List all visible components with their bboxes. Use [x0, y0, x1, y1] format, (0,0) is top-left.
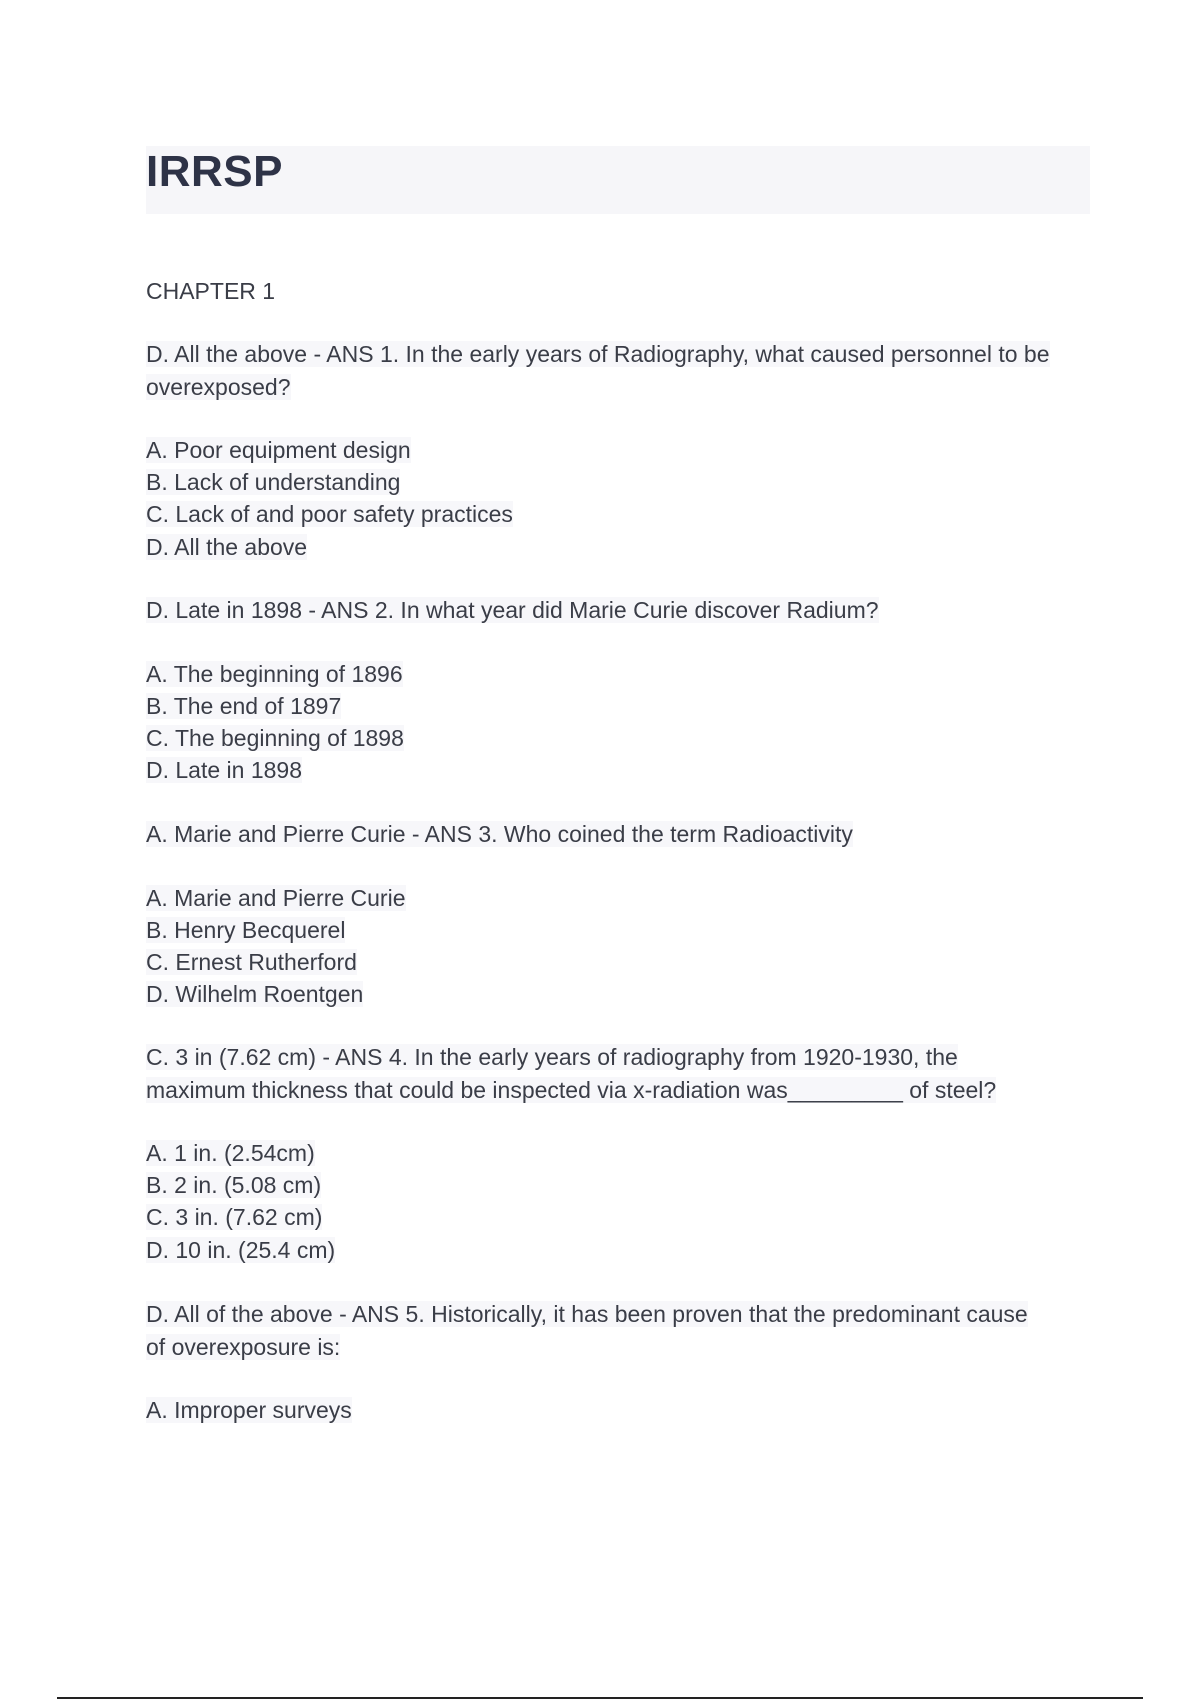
question-block-1: [146, 338, 1101, 563]
option-1b: B. Lack of understanding: [146, 469, 401, 496]
option-1c: C. Lack of and poor safety practices: [146, 501, 513, 528]
option-1d: D. All the above: [146, 533, 308, 560]
option-list-1: [146, 434, 1101, 563]
question-text-2: D. Late in 1898 - ANS 2. In what year did Marie Curie discover Radium?: [146, 597, 879, 623]
document-title: IRRSP: [146, 147, 283, 196]
option-4a: A. 1 in. (2.54cm): [146, 1140, 315, 1166]
question-text-5: D. All of the above - ANS 5. Historically, it has been proven that the predominant cause of overexposure is:: [146, 1301, 1028, 1360]
option-list-5: [146, 1394, 1031, 1426]
option-2b: B. The end of 1897: [146, 692, 342, 719]
option-3d: D. Wilhelm Roentgen: [146, 981, 364, 1008]
title-band: [146, 146, 1090, 214]
option-list-3: [146, 882, 1106, 1011]
question-text-1: D. All the above - ANS 1. In the early years of Radiography, what caused personnel to be overexposed?: [146, 341, 1050, 400]
question-block-3: [146, 818, 1106, 1010]
question-block-5: [146, 1298, 1031, 1426]
option-2d: D. Late in 1898: [146, 757, 303, 784]
option-list-2: [146, 658, 1106, 787]
option-3c: C. Ernest Rutherford: [146, 948, 357, 975]
option-2a: A. The beginning of 1896: [146, 660, 403, 687]
page-divider: [57, 1697, 1143, 1699]
question-text-3: A. Marie and Pierre Curie - ANS 3. Who coined the term Radioactivity: [146, 821, 853, 847]
option-3a: A. Marie and Pierre Curie: [146, 884, 406, 911]
option-3b: B. Henry Becquerel: [146, 916, 346, 943]
option-1a: A. Poor equipment design: [146, 437, 411, 463]
chapter-heading: CHAPTER 1: [146, 278, 276, 304]
question-block-4: [146, 1041, 1031, 1266]
question-block-2: [146, 594, 1106, 786]
option-4c: C. 3 in. (7.62 cm): [146, 1204, 323, 1231]
option-4d: D. 10 in. (25.4 cm): [146, 1236, 336, 1263]
option-5a: A. Improper surveys: [146, 1397, 352, 1423]
option-2c: C. The beginning of 1898: [146, 724, 404, 751]
option-4b: B. 2 in. (5.08 cm): [146, 1172, 322, 1199]
option-list-4: [146, 1137, 1031, 1266]
question-text-4: C. 3 in (7.62 cm) - ANS 4. In the early years of radiography from 1920-1930, the maximum thickness that could be inspected via x-radiation was_________ of steel?: [146, 1044, 997, 1103]
